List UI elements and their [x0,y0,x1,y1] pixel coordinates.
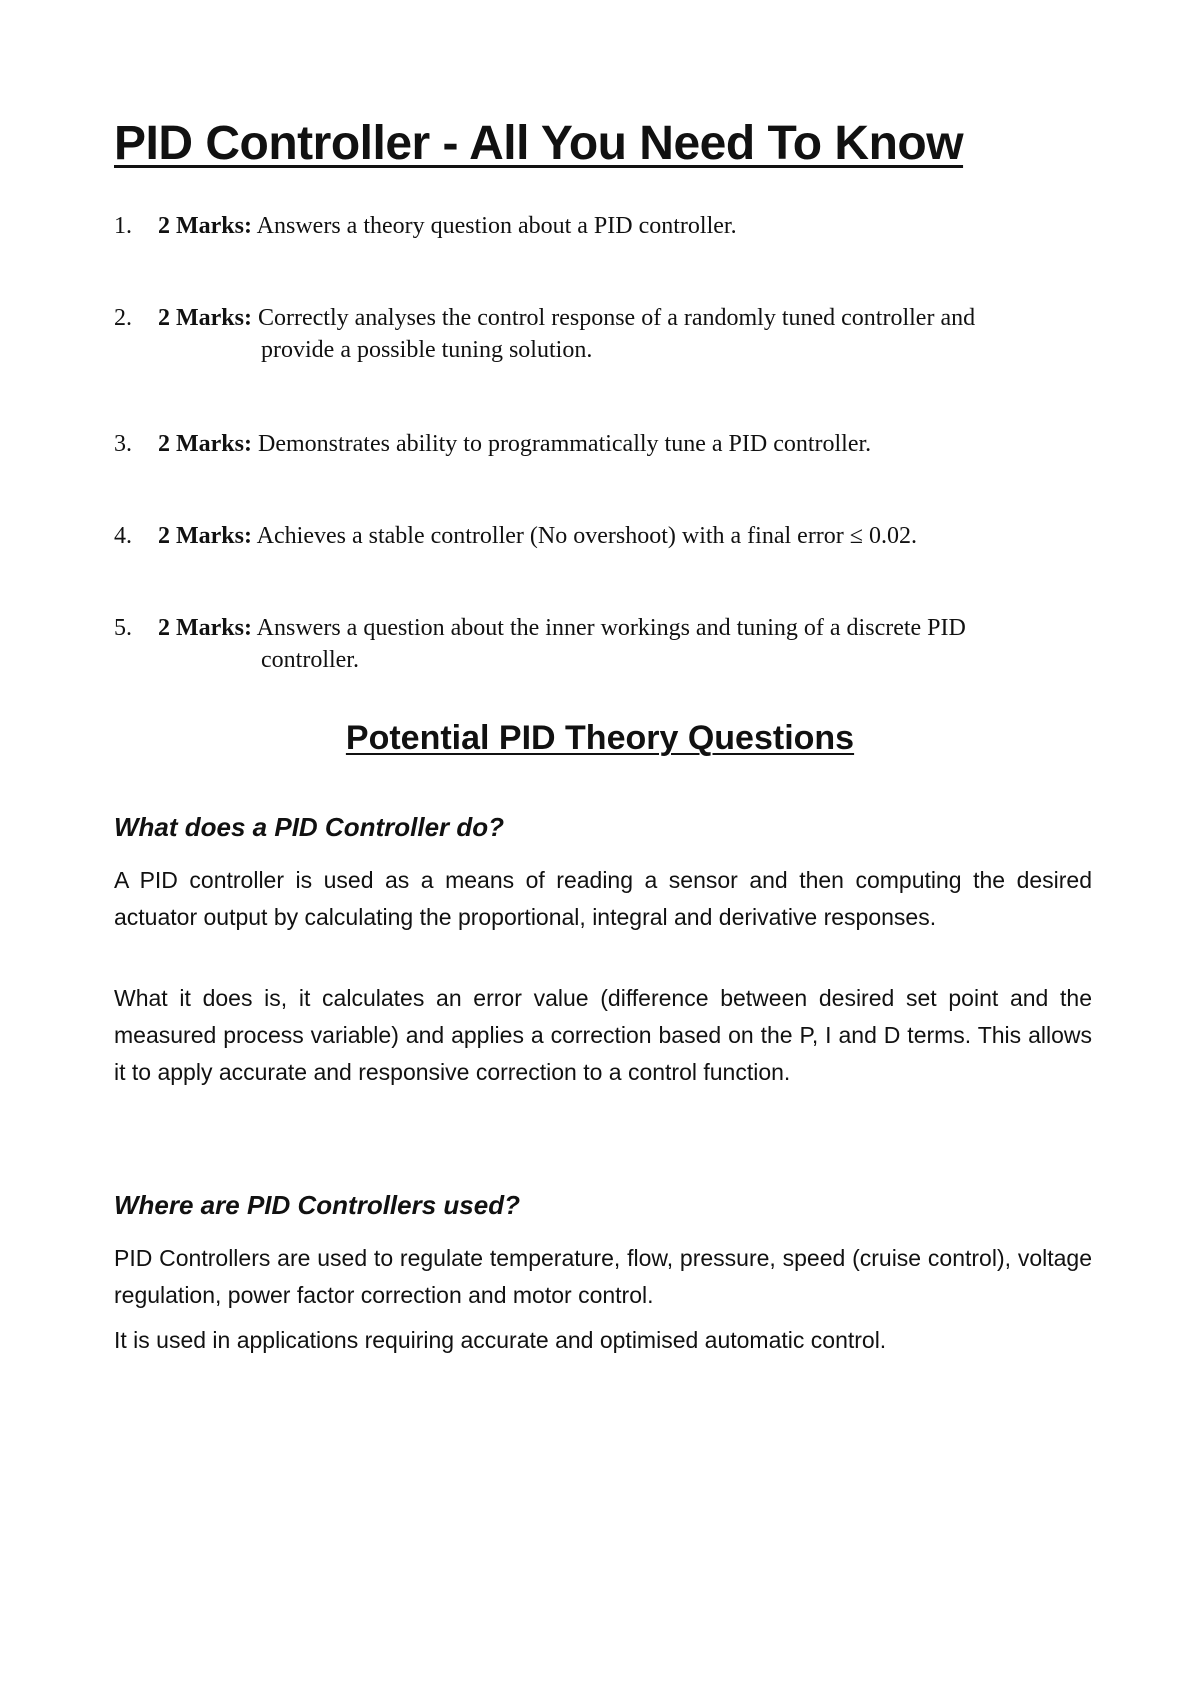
list-item-number: 3. [114,431,132,457]
answer-paragraph: It is used in applications requiring accurate and optimised automatic control. [114,1327,887,1353]
list-item-description: Demonstrates ability to programmatically tune a PID controller. [257,431,872,457]
answer-paragraph: PID Controllers are used to regulate temperature, flow, pressure, speed (cruise control), voltage regulation, power factor correction and motor control. [114,1245,1092,1308]
list-item-number: 5. [114,615,132,641]
list-item-number: 1. [114,213,132,239]
answer-paragraph: A PID controller is used as a means of reading a sensor and then computing the desired actuator output by calculating the proportional, integral and derivative responses. [114,867,1092,930]
list-item-number: 4. [114,523,132,549]
page-title: PID Controller - All You Need To Know [114,117,964,170]
list-item-text [158,210,1098,242]
list-item-text [158,428,1098,460]
list-item-number: 2. [114,305,132,331]
answer-paragraph: What it does is, it calculates an error value (difference between desired set point and the measured process variable) and applies a correction based on the P, I and D terms. This allows it to apply accurate and responsive correction to a control function. [114,985,1092,1085]
marks-label: 2 Marks: [158,431,252,457]
question-heading: What does a PID Controller do? [114,812,505,842]
list-item-description: Answers a theory question about a PID controller. [256,213,737,239]
list-item-text [158,302,1098,366]
list-item-continuation: provide a possible tuning solution. [261,337,593,363]
list-item-description: Answers a question about the inner workings and tuning of a discrete PID [256,615,966,641]
marks-label: 2 Marks: [158,305,252,331]
list-item-description: Correctly analyses the control response of a randomly tuned controller and [257,305,976,331]
question-heading: Where are PID Controllers used? [114,1190,520,1220]
marks-label: 2 Marks: [158,213,252,239]
list-item-text [158,612,1098,676]
list-item-text [158,520,1098,552]
list-item-description: Achieves a stable controller (No overshoot) with a final error ≤ 0.02. [256,523,917,549]
marks-label: 2 Marks: [158,523,252,549]
marks-label: 2 Marks: [158,615,252,641]
list-item-continuation: controller. [261,647,359,673]
section-heading: Potential PID Theory Questions [345,719,855,757]
